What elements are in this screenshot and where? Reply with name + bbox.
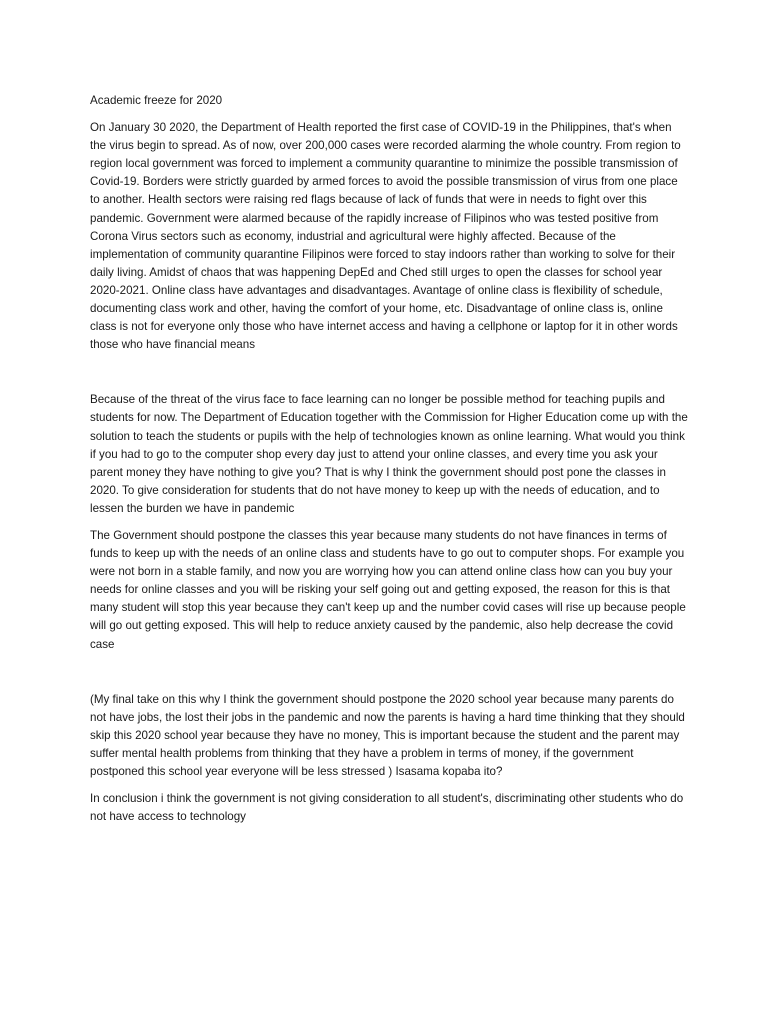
paragraph-4: (My final take on this why I think the government should postpone the 2020 school year because many parents do not have jobs, the lost their jobs in the pandemic and now the parents is having a hard time thinking that they should skip this 2020 school year because they have no money, This is important because the student and the parent may suffer mental health problems from thinking that they have a problem in terms of money, if the government postponed this school year everyone will be less stressed ) Isasama kopaba ito? [90, 692, 685, 778]
paragraph-1: On January 30 2020, the Department of Health reported the first case of COVID-19 in the Philippines, that's when the virus begin to spread. As of now, over 200,000 cases were recorded alarming the whole country. From region to region local government was forced to implement a community quarantine to minimize the possible transmission of Covid-19. Borders were strictly guarded by armed forces to avoid the possible transmission of virus from one place to another. Health sectors were raising red flags because of lack of funds that were in needs to fight over this pandemic. Government were alarmed because of the rapidly increase of Filipinos who was tested positive from Corona Virus sectors such as economy, industrial and agricultural were highly affected. Because of the implementation of community quarantine Filipinos were forced to stay indoors rather than working to solve for their daily living. Amidst of chaos that was happening DepEd and Ched still urges to open the classes for school year 2020-2021. Online class have advantages and disadvantages. Avantage of online class is flexibility of schedule, documenting class work and other, having the comfort of your home, etc. Disadvantage of online class is, online class is not for everyone only those who have internet access and having a cellphone or laptop for it in other words those who have financial means [90, 121, 681, 352]
paragraph-spacer [90, 518, 690, 527]
paragraph-spacer [90, 654, 690, 691]
paragraph-spacer [90, 354, 690, 391]
paragraph-5: In conclusion i think the government is not giving consideration to all student's, discriminating other students who do not have access to technology [90, 792, 684, 824]
paragraph-spacer [90, 781, 690, 790]
paragraph-3: The Government should postpone the classes this year because many students do not have finances in terms of funds to keep up with the needs of an online class and students have to go out to computer shops. For example you were not born in a stable family, and now you are worrying how you can attend online class how can you buy your needs for online classes and you will be risking your self going out and getting exposed, the reason for this is that many student will stop this year because they can't keep up and the number covid cases will rise up because people will go out getting exposed. This will help to reduce anxiety caused by the pandemic, also help decrease the covid case [90, 528, 686, 651]
document-title: Academic freeze for 2020 [90, 94, 223, 107]
paragraph-2: Because of the threat of the virus face to face learning can no longer be possible method for teaching pupils and students for now. The Department of Education together with the Commission for Higher Education come up with the solution to teach the students or pupils with the help of technologies known as online learning. What would you think if you had to go to the computer shop every day just to attend your online classes, and every time you ask your parent money they have nothing to give you? That is why I think the government should post pone the classes in 2020. To give consideration for students that do not have money to keep up with the needs of education, and to lessen the burden we have in pandemic [90, 393, 688, 515]
document-page [90, 92, 690, 826]
